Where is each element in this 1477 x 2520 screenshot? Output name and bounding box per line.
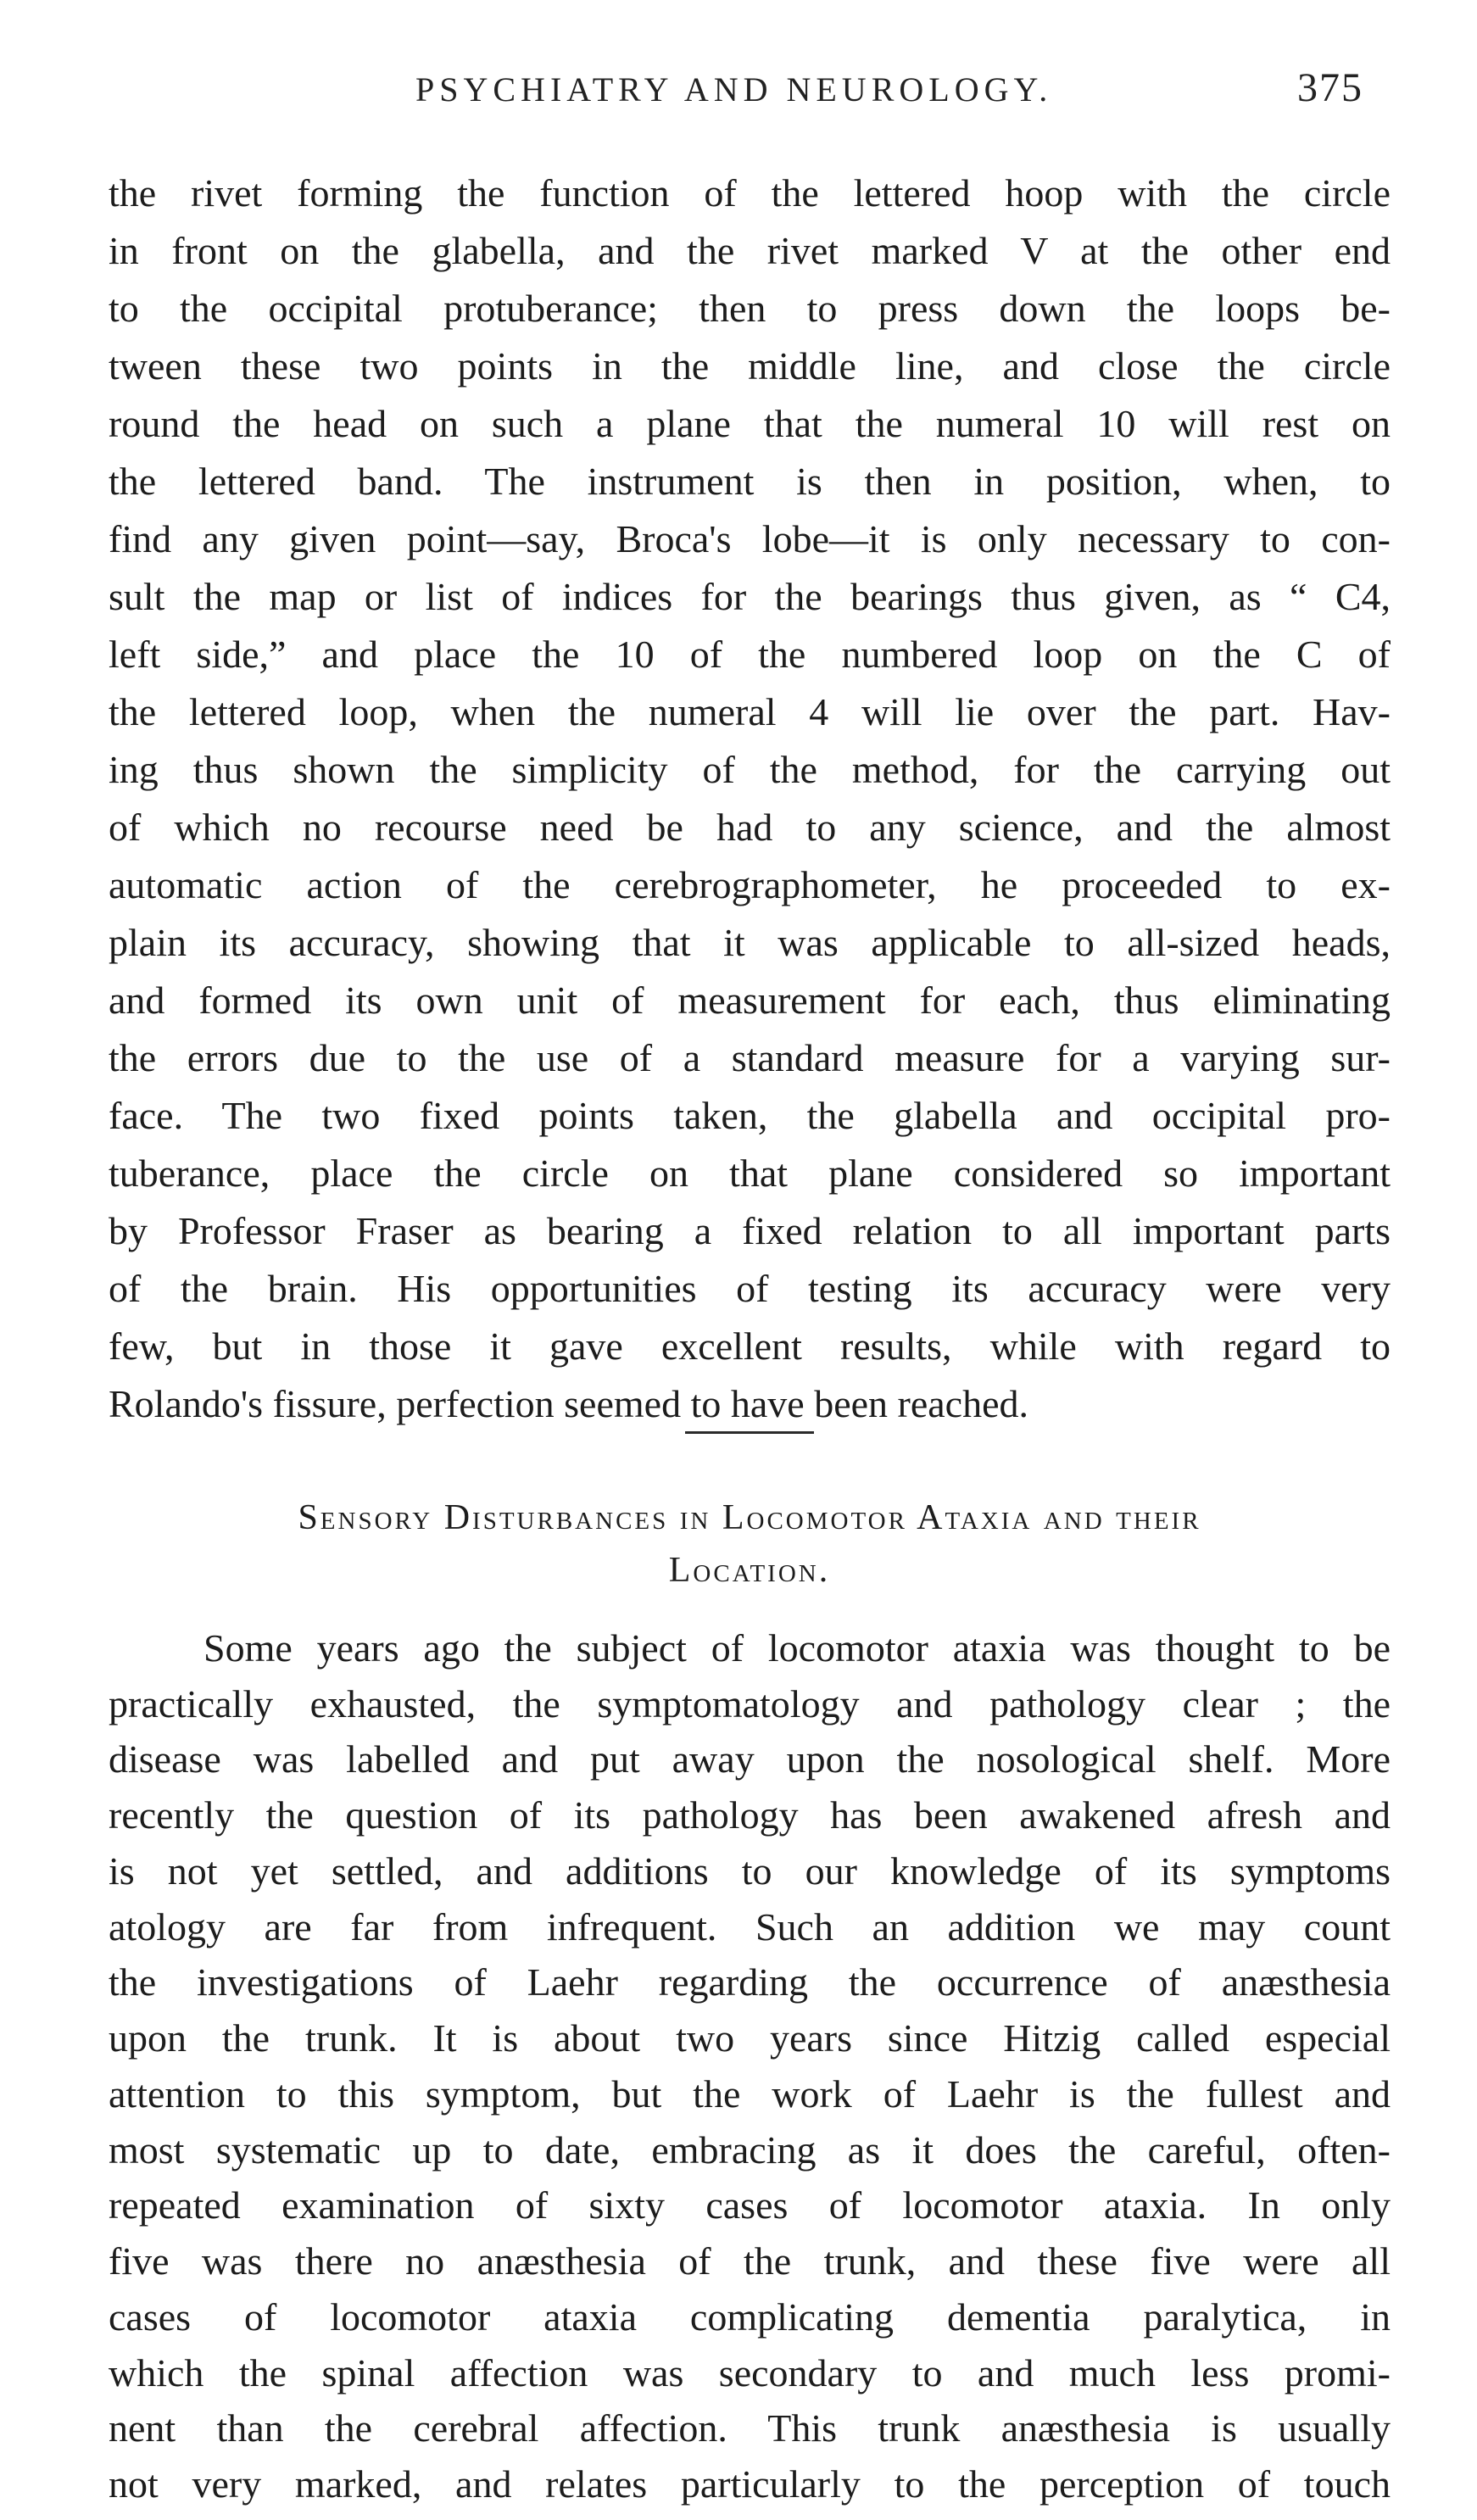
text-line: plain its accuracy, showing that it was applicable to all-sized heads, bbox=[109, 921, 1391, 964]
text-line: repeated examination of sixty cases of locomotor ataxia. In only bbox=[109, 2183, 1391, 2227]
text-line: Rolando's fissure, perfection seemed to have been reached. bbox=[109, 1382, 1029, 1425]
text-line: upon the trunk. It is about two years since Hitzig called especial bbox=[109, 2016, 1391, 2060]
text-line: automatic action of the cerebrographometer, he proceeded to ex- bbox=[109, 863, 1391, 906]
text-line: of the brain. His opportunities of testing its accuracy were very bbox=[109, 1267, 1391, 1310]
text-line: atology are far from infrequent. Such an addition we may count bbox=[109, 1905, 1391, 1949]
running-title: PSYCHIATRY AND NEUROLOGY. bbox=[415, 70, 1053, 109]
text-line: sult the map or list of indices for the bearings thus given, as “ C4, bbox=[109, 575, 1391, 618]
text-line: practically exhausted, the symptomatology and pathology clear ; the bbox=[109, 1682, 1391, 1726]
text-line: the rivet forming the function of the lettered hoop with the circle bbox=[109, 171, 1391, 215]
text-line: the investigations of Laehr regarding the occurrence of anæsthesia bbox=[109, 1960, 1391, 2004]
page-number: 375 bbox=[1297, 65, 1363, 110]
text-line: tween these two points in the middle line, and close the circle bbox=[109, 344, 1391, 387]
text-line: recently the question of its pathology has been awakened afresh and bbox=[109, 1793, 1391, 1837]
text-line: tuberance, place the circle on that plane considered so important bbox=[109, 1151, 1391, 1195]
text-line: disease was labelled and put away upon the nosological shelf. More bbox=[109, 1737, 1391, 1781]
section-heading-line-1: Sensory Disturbances in Locomotor Ataxia and their bbox=[298, 1498, 1201, 1537]
text-line: the lettered loop, when the numeral 4 will lie over the part. Hav- bbox=[109, 690, 1391, 733]
section-divider bbox=[685, 1431, 814, 1434]
text-line: find any given point—say, Broca's lobe—it is only necessary to con- bbox=[109, 517, 1391, 560]
text-line: five was there no anæsthesia of the trunk, and these five were all bbox=[109, 2239, 1391, 2283]
text-line: left side,” and place the 10 of the numbered loop on the C of bbox=[109, 633, 1391, 676]
text-line: Some years ago the subject of locomotor ataxia was thought to be bbox=[203, 1626, 1391, 1670]
text-line: which the spinal affection was secondary to and much less promi- bbox=[109, 2351, 1391, 2395]
text-line: of which no recourse need be had to any science, and the almost bbox=[109, 806, 1391, 849]
text-line: in front on the glabella, and the rivet marked V at the other end bbox=[109, 229, 1391, 272]
text-line: ing thus shown the simplicity of the method, for the carrying out bbox=[109, 748, 1391, 791]
text-line: is not yet settled, and additions to our knowledge of its symptoms bbox=[109, 1849, 1391, 1893]
text-line: the lettered band. The instrument is then in position, when, to bbox=[109, 460, 1391, 503]
text-line: not very marked, and relates particularly to the perception of touch bbox=[109, 2462, 1391, 2506]
text-line: most systematic up to date, embracing as it does the careful, often- bbox=[109, 2128, 1391, 2172]
text-line: cases of locomotor ataxia complicating dementia paralytica, in bbox=[109, 2295, 1391, 2339]
running-head bbox=[0, 65, 1477, 120]
text-line: face. The two fixed points taken, the glabella and occipital pro- bbox=[109, 1094, 1391, 1137]
text-line: attention to this symptom, but the work of Laehr is the fullest and bbox=[109, 2072, 1391, 2116]
text-line: few, but in those it gave excellent results, while with regard to bbox=[109, 1324, 1391, 1368]
text-line: the errors due to the use of a standard measure for a varying sur- bbox=[109, 1036, 1391, 1079]
text-line: nent than the cerebral affection. This trunk anæsthesia is usually bbox=[109, 2406, 1391, 2450]
text-line: round the head on such a plane that the numeral 10 will rest on bbox=[109, 402, 1391, 445]
section-heading-line-2: Location. bbox=[668, 1551, 831, 1590]
text-line: by Professor Fraser as bearing a fixed relation to all important parts bbox=[109, 1209, 1391, 1252]
text-line: and formed its own unit of measurement for each, thus eliminating bbox=[109, 978, 1391, 1022]
text-line: to the occipital protuberance; then to press down the loops be- bbox=[109, 287, 1391, 330]
